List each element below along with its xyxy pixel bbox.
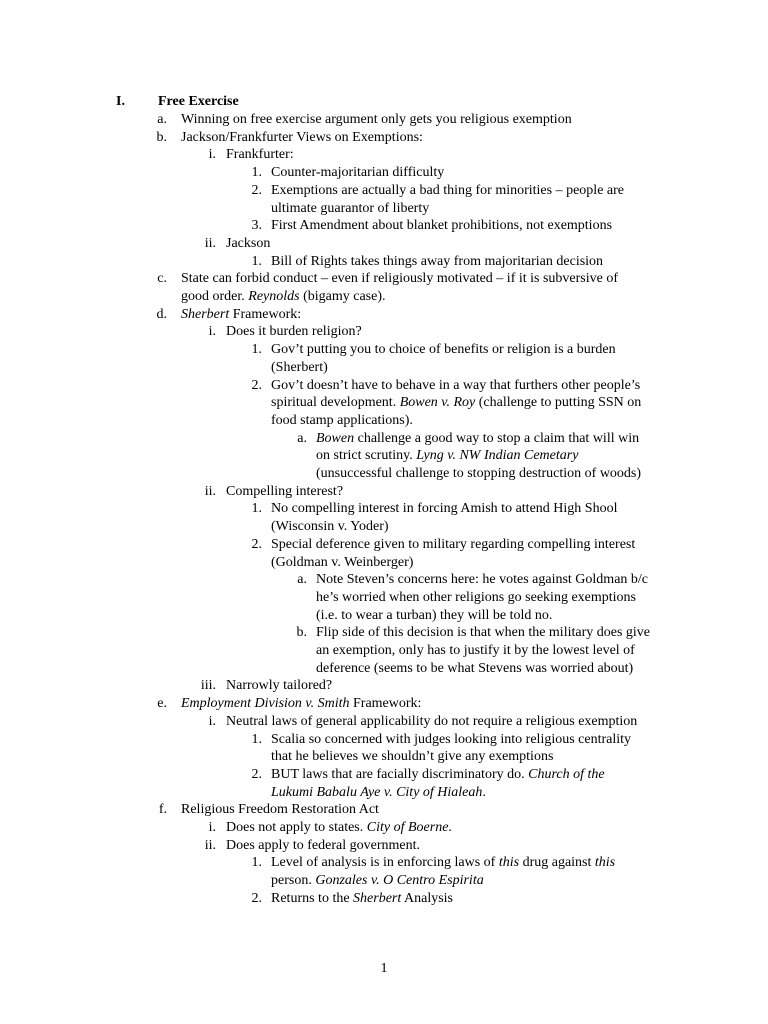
list-marker: d.	[156, 307, 167, 322]
text-run: Jackson	[226, 236, 271, 251]
text-run: Does apply to federal government.	[226, 838, 420, 853]
case-name: Lukumi Babalu Aye v. City of Hialeah	[271, 785, 483, 800]
list-item-text	[181, 288, 386, 306]
text-run: Narrowly tailored?	[226, 678, 333, 693]
text-run: Religious Freedom Restoration Act	[181, 802, 379, 817]
list-marker: 1.	[251, 855, 262, 870]
list-item-text	[271, 341, 616, 359]
text-run: ultimate guarantor of liberty	[271, 201, 430, 216]
text-run: food stamp applications).	[271, 413, 413, 428]
page-number: 1	[380, 961, 388, 976]
text-run: on strict scrutiny.	[316, 448, 417, 463]
list-item-text	[226, 235, 270, 253]
text-run: drug against	[519, 855, 595, 870]
list-marker: iii.	[200, 678, 216, 693]
case-name: this	[594, 855, 616, 870]
list-item-text	[316, 607, 552, 625]
text-run: Bill of Rights takes things away from majoritarian decision	[271, 254, 604, 269]
text-run: spiritual development.	[271, 395, 400, 410]
list-item-text	[271, 182, 624, 200]
list-marker: i.	[208, 714, 216, 729]
text-run: (unsuccessful challenge to stopping destruction of woods)	[316, 466, 642, 481]
list-item-text	[181, 695, 421, 713]
text-run: Note Steven’s concerns here: he votes against Goldman b/c	[316, 572, 649, 587]
text-run: Jackson/Frankfurter Views on Exemptions:	[181, 130, 423, 145]
text-run: (i.e. to wear a turban) they will be told no.	[316, 608, 553, 623]
list-item-text	[316, 447, 578, 465]
list-item-text	[271, 748, 553, 766]
list-marker: 1.	[251, 254, 262, 269]
text-run: Exemptions are actually a bad thing for minorities – people are	[271, 183, 624, 198]
case-name: Bowen	[316, 431, 355, 446]
list-item-text	[316, 571, 648, 589]
text-run: that he believes we shouldn’t give any exemptions	[271, 749, 554, 764]
text-run: State can forbid conduct – even if religiously motivated – if it is subversive of	[181, 271, 619, 286]
list-marker: 3.	[251, 218, 262, 233]
list-item-text	[316, 624, 650, 642]
list-marker: ii.	[204, 236, 216, 251]
list-item-text	[271, 554, 413, 572]
text-run: Framework:	[229, 307, 302, 322]
list-item-text	[271, 766, 605, 784]
list-marker: a.	[297, 572, 307, 587]
text-run: .	[482, 785, 486, 800]
case-name: Employment Division v. Smith	[181, 696, 350, 711]
case-name: Lyng v. NW Indian Cemetary	[416, 448, 579, 463]
list-marker: b.	[296, 625, 307, 640]
text-run: he’s worried when other religions go seeking exemptions	[316, 590, 636, 605]
list-marker: i.	[208, 147, 216, 162]
list-item-text	[271, 854, 615, 872]
list-item-text	[181, 270, 618, 288]
list-item-text	[316, 660, 633, 678]
text-run: (Goldman v. Weinberger)	[271, 555, 414, 570]
list-marker: i.	[208, 324, 216, 339]
text-run: Level of analysis is in enforcing laws of	[271, 855, 499, 870]
text-run: Neutral laws of general applicability do not require a religious exemption	[226, 714, 638, 729]
list-item-text	[181, 801, 379, 819]
text-run: Does not apply to states.	[226, 820, 367, 835]
list-item-text	[271, 872, 484, 890]
case-name: City of Boerne	[366, 820, 449, 835]
text-run: Framework:	[349, 696, 422, 711]
text-run: Compelling interest?	[226, 484, 344, 499]
case-name: Sherbert	[181, 307, 230, 322]
case-name: Sherbert	[353, 891, 402, 906]
text-run: Does it burden religion?	[226, 324, 362, 339]
list-item-text	[226, 713, 637, 731]
text-run: deference (seems to be what Stevens was worried about)	[316, 661, 634, 676]
list-item-text	[316, 430, 639, 448]
list-item-text	[271, 412, 413, 430]
text-run: Scalia so concerned with judges looking into religious centrality	[271, 732, 632, 747]
list-item-text	[181, 129, 423, 147]
list-item-text	[271, 784, 486, 802]
list-item-text	[271, 253, 603, 271]
text-run: Frankfurter:	[226, 147, 294, 162]
text-run: (bigamy case).	[299, 289, 386, 304]
list-marker: b.	[156, 130, 167, 145]
text-run: Gov’t putting you to choice of benefits or religion is a burden	[271, 342, 616, 357]
list-marker: 2.	[251, 537, 262, 552]
list-item-text	[271, 394, 641, 412]
text-run: challenge a good way to stop a claim that will win	[354, 431, 640, 446]
list-item-text	[226, 146, 294, 164]
text-run: BUT laws that are facially discriminatory do.	[271, 767, 529, 782]
list-item-text	[226, 483, 343, 501]
case-name: Reynolds	[248, 289, 300, 304]
list-item-text	[226, 323, 362, 341]
list-item-text	[316, 642, 635, 660]
list-item-text	[271, 518, 389, 536]
list-item-text	[271, 164, 444, 182]
list-marker: c.	[157, 271, 167, 286]
list-item-text	[271, 217, 612, 235]
list-marker: 2.	[251, 378, 262, 393]
text-run: good order.	[181, 289, 249, 304]
text-run: No compelling interest in forcing Amish to attend High Shool	[271, 501, 618, 516]
list-item-text	[271, 731, 631, 749]
list-marker: ii.	[204, 484, 216, 499]
list-marker: i.	[208, 820, 216, 835]
text-run: an exemption, only has to justify it by the lowest level of	[316, 643, 635, 658]
text-run: (Sherbert)	[271, 360, 328, 375]
list-item-text	[271, 200, 429, 218]
text-run: First Amendment about blanket prohibitions, not exemptions	[271, 218, 613, 233]
list-marker: 1.	[251, 501, 262, 516]
list-marker: a.	[297, 431, 307, 446]
section-marker: I.	[116, 94, 125, 109]
text-run: Winning on free exercise argument only gets you religious exemption	[181, 112, 572, 127]
case-name: Gonzales v. O Centro Espirita	[315, 873, 484, 888]
case-name: this	[498, 855, 520, 870]
list-item-text	[181, 111, 572, 129]
list-item-text	[271, 359, 328, 377]
list-item-text	[271, 377, 640, 395]
list-item-text	[316, 589, 636, 607]
section-title: Free Exercise	[158, 94, 239, 109]
list-marker: 2.	[251, 891, 262, 906]
text-run: Special deference given to military regarding compelling interest	[271, 537, 636, 552]
text-run: Returns to the	[271, 891, 354, 906]
text-run: Gov’t doesn’t have to behave in a way that furthers other people’s	[271, 378, 641, 393]
text-run: person.	[271, 873, 316, 888]
list-item-text	[226, 677, 332, 695]
case-name: Church of the	[528, 767, 605, 782]
list-marker: 1.	[251, 732, 262, 747]
text-run: (challenge to putting SSN on	[475, 395, 642, 410]
text-run: Flip side of this decision is that when the military does give	[316, 625, 651, 640]
list-marker: 2.	[251, 767, 262, 782]
list-item-text	[271, 890, 453, 908]
list-marker: 2.	[251, 183, 262, 198]
text-run: Analysis	[401, 891, 453, 906]
list-marker: ii.	[204, 838, 216, 853]
case-name: Bowen v. Roy	[399, 395, 476, 410]
list-item-text	[316, 465, 641, 483]
list-item-text	[271, 536, 635, 554]
text-run: (Wisconsin v. Yoder)	[271, 519, 389, 534]
list-marker: f.	[158, 802, 167, 817]
text-run: Counter-majoritarian difficulty	[271, 165, 445, 180]
list-item-text	[226, 837, 420, 855]
list-marker: 1.	[251, 165, 262, 180]
list-marker: a.	[157, 112, 167, 127]
list-marker: e.	[157, 696, 167, 711]
list-marker: 1.	[251, 342, 262, 357]
list-item-text	[271, 500, 617, 518]
list-item-text	[181, 306, 301, 324]
list-item-text	[226, 819, 452, 837]
text-run: .	[448, 820, 452, 835]
